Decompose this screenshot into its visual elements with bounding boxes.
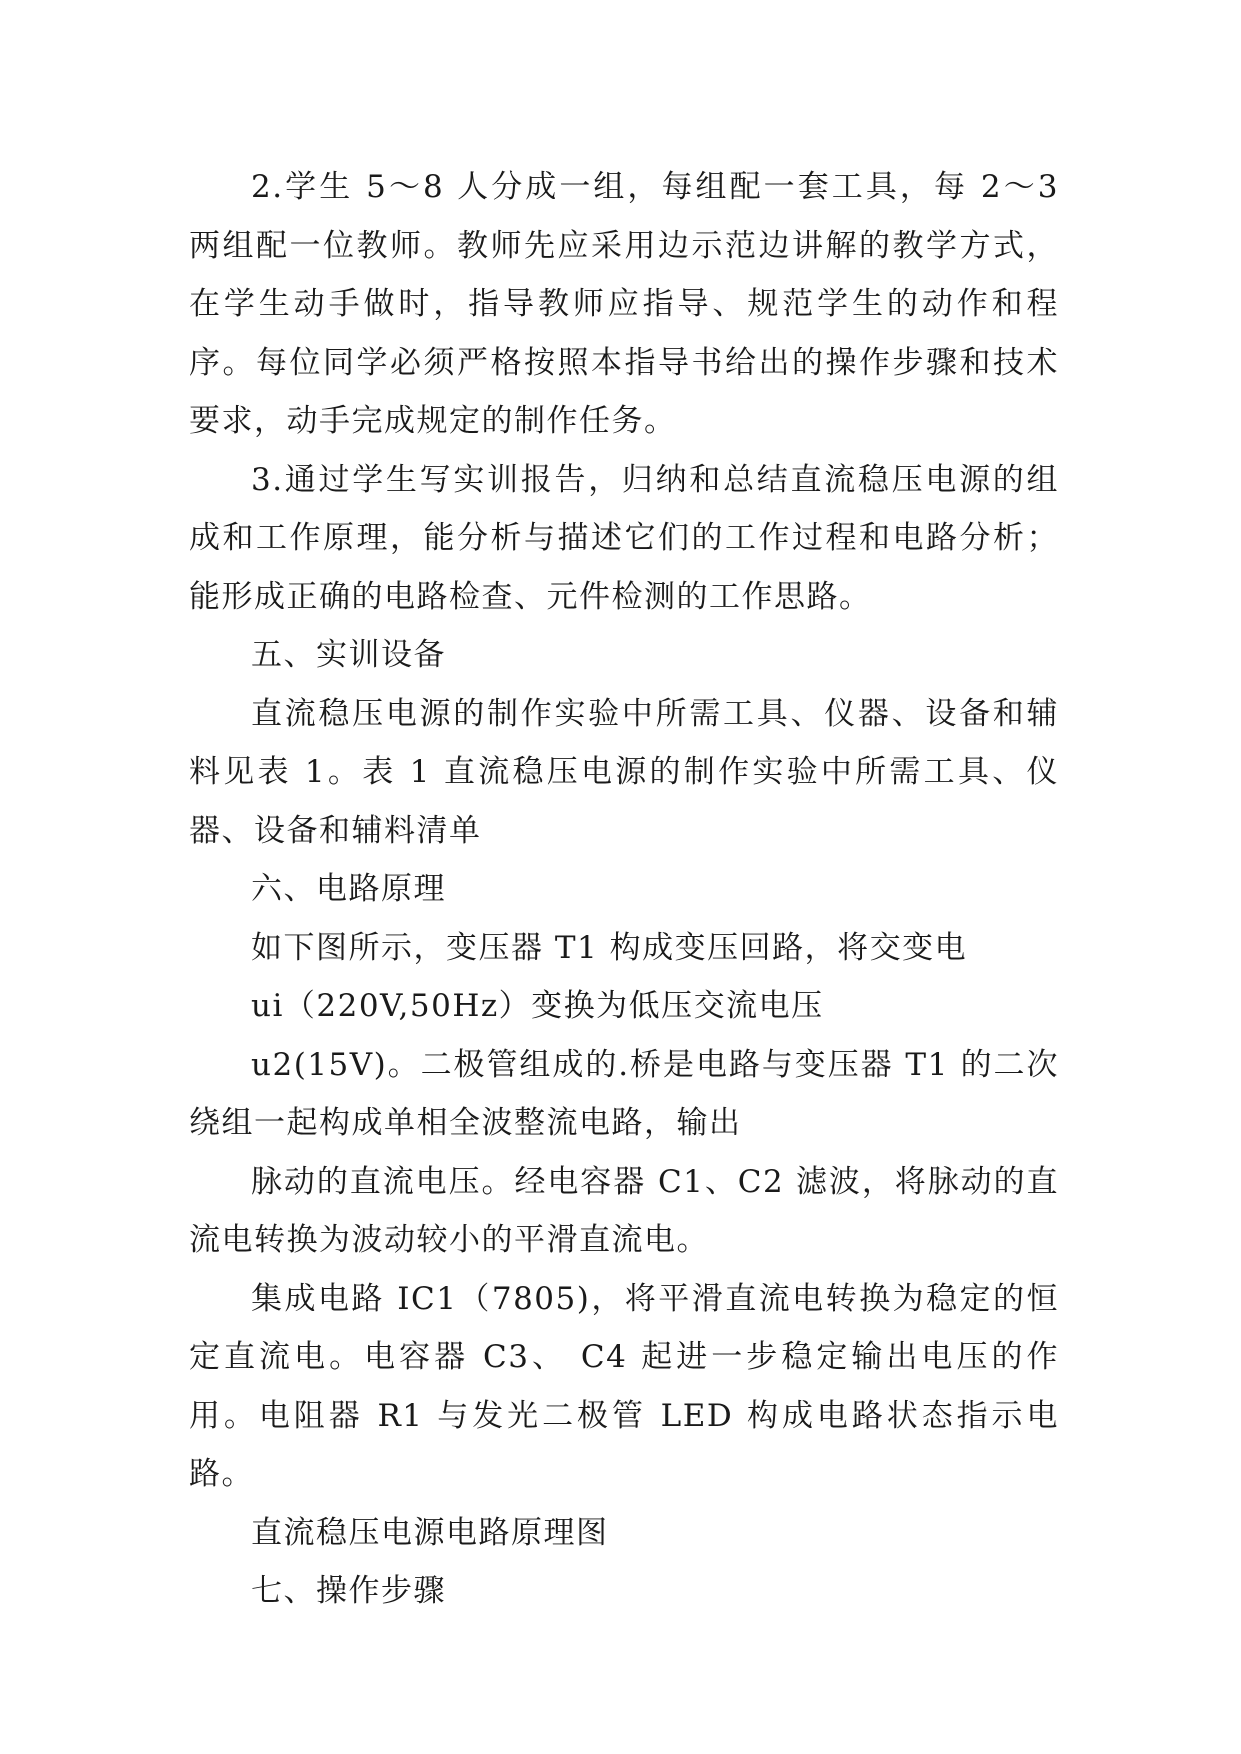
paragraph-input-voltage: ui（220V,50Hz）变换为低压交流电压 bbox=[251, 988, 824, 1024]
paragraph-transformer: 如下图所示，变压器 T1 构成变压回路，将交变电 bbox=[251, 929, 968, 966]
paragraph-equipment-list: 直流稳压电源的制作实验中所需工具、仪器、设备和辅料见表 1。表 1 直流稳压电源的制作实验中所需工具、仪器、设备和辅料清单 bbox=[189, 695, 1059, 849]
section-heading-equipment: 五、实训设备 bbox=[251, 637, 446, 673]
section-heading-operation-steps: 七、操作步骤 bbox=[251, 1573, 446, 1609]
paragraph-grouping-method: 2.学生 5～8 人分成一组，每组配一套工具，每 2～3 两组配一位教师。教师先应采用边示范边讲解的教学方式，在学生动手做时，指导教师应指导、规范学生的动作和程序。每位同学必须严格按照本指导书给出的操作步骤和技术要求，动手完成规定的制作任务。 bbox=[189, 169, 1059, 439]
paragraph-regulator: 集成电路 IC1（7805)，将平滑直流电转换为稳定的恒定直流电。电容器 C3、 C4 起进一步稳定输出电压的作用。电阻器 R1 与发光二极管 LED 构成电路状态指示电路。 bbox=[189, 1280, 1059, 1492]
paragraph-filter: 脉动的直流电压。经电容器 C1、C2 滤波，将脉动的直流电转换为波动较小的平滑直流电。 bbox=[189, 1163, 1059, 1258]
paragraph-rectifier: u2(15V)。二极管组成的.桥是电路与变压器 T1 的二次绕组一起构成单相全波整流电路，输出 bbox=[189, 1046, 1059, 1141]
caption-circuit-diagram: 直流稳压电源电路原理图 bbox=[251, 1514, 609, 1551]
paragraph-training-report: 3.通过学生写实训报告，归纳和总结直流稳压电源的组成和工作原理，能分析与描述它们的工作过程和电路分析；能形成正确的电路检查、元件检测的工作思路。 bbox=[189, 461, 1059, 615]
document-page bbox=[189, 158, 1059, 1621]
section-heading-circuit-principle: 六、电路原理 bbox=[251, 871, 446, 907]
